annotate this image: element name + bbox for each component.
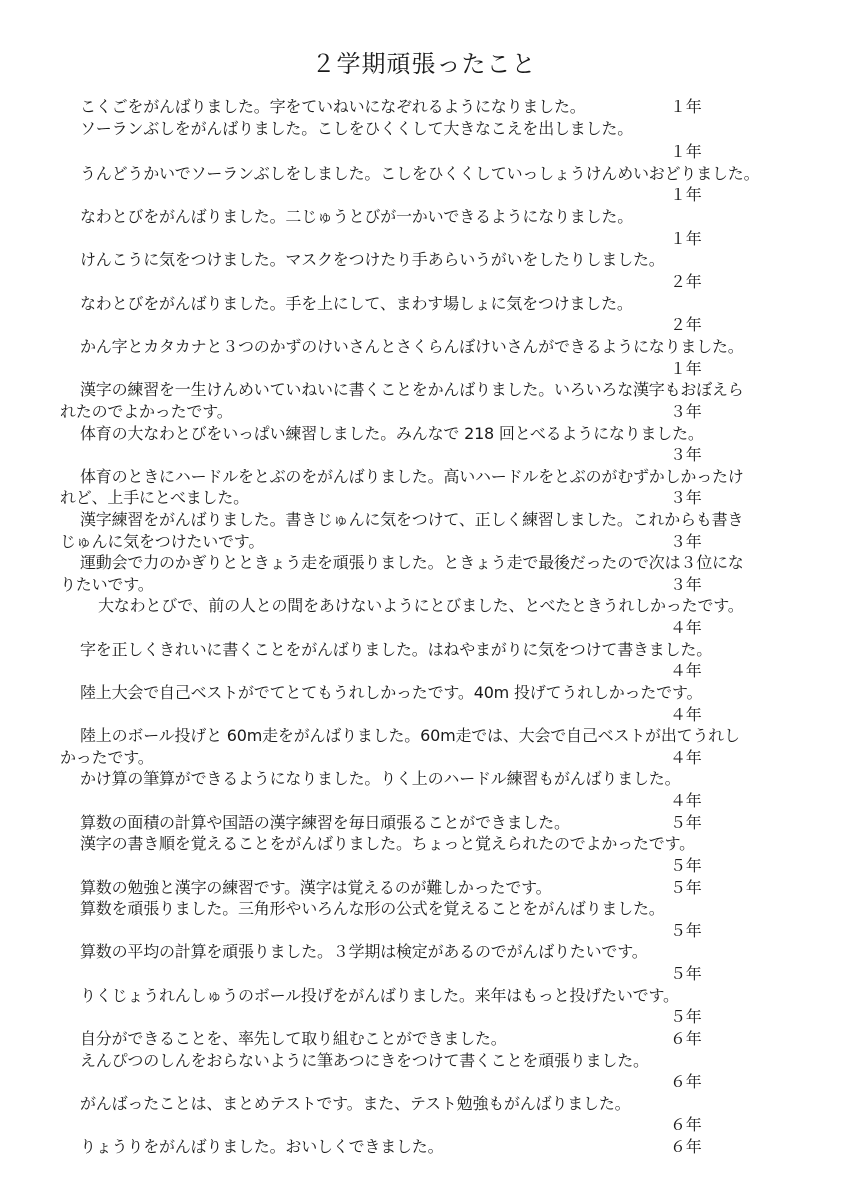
text-line: れど、上手にとべました。	[60, 488, 249, 507]
text-line: れたのでよかったです。	[60, 402, 233, 421]
text-line: うんどうかいでソーランぶしをしました。こしをひくくしていっしょうけんめいおどりました。	[80, 164, 760, 183]
text-line: りたいです。	[60, 575, 154, 594]
text-line: 体育のときにハードルをとぶのをがんばりました。高いハードルをとぶのがむずかしかったけ	[80, 467, 744, 486]
grade-label: ５年	[670, 964, 702, 983]
text-line: 算数を頑張りました。三角形やいろんな形の公式を覚えることをがんばりました。	[80, 899, 665, 918]
grade-label: ５年	[670, 856, 702, 875]
text-line: がんばったことは、まとめテストです。また、テスト勉強もがんばりました。	[80, 1094, 631, 1113]
text-line: 漢字練習をがんばりました。書きじゅんに気をつけて、正しく練習しました。これからも書き	[80, 510, 744, 529]
text-line: かけ算の筆算ができるようになりました。りく上のハードル練習もがんばりました。	[80, 769, 681, 788]
text-line: りょうりをがんばりました。おいしくできました。	[80, 1137, 444, 1156]
grade-label: ３年	[670, 575, 702, 594]
grade-label: ５年	[670, 921, 702, 940]
text-line: 体育の大なわとびをいっぱい練習しました。みんなで 218 回とべるようになりました。	[80, 424, 704, 443]
text-line: 大なわとびで、前の人との間をあけないようにとびました、とべたときうれしかったです。	[98, 596, 744, 615]
text-line: 自分ができることを、率先して取り組むことができました。	[80, 1029, 507, 1048]
text-line: 算数の面積の計算や国語の漢字練習を毎日頑張ることができました。	[80, 813, 570, 832]
text-line: じゅんに気をつけたいです。	[60, 532, 265, 551]
grade-label: １年	[670, 229, 702, 248]
grade-label: ２年	[670, 272, 702, 291]
grade-label: ５年	[670, 813, 702, 832]
grade-label: ４年	[670, 661, 702, 680]
grade-label: １年	[670, 359, 702, 378]
text-line: 算数の平均の計算を頑張りました。３学期は検定があるのでがんばりたいです。	[80, 942, 648, 961]
grade-label: ３年	[670, 532, 702, 551]
text-line: えんぴつのしんをおらないように筆あつにきをつけて書くことを頑張りました。	[80, 1051, 649, 1070]
text-line: なわとびをがんばりました。手を上にして、まわす場しょに気をつけました。	[80, 294, 633, 313]
grade-label: １年	[670, 97, 702, 116]
grade-label: ５年	[670, 878, 702, 897]
grade-label: ６年	[670, 1029, 702, 1048]
text-line: 漢字の練習を一生けんめいていねいに書くことをかんばりました。いろいろな漢字もおぼえら	[80, 380, 744, 399]
text-line: 陸上のボール投げと 60m走をがんばりました。60m走では、大会で自己ベストが出てうれし	[80, 726, 740, 745]
grade-label: ６年	[670, 1115, 702, 1134]
text-line: 算数の勉強と漢字の練習です。漢字は覚えるのが難しかったです。	[80, 878, 552, 897]
text-line: けんこうに気をつけました。マスクをつけたり手あらいうがいをしたりしました。	[80, 250, 665, 269]
grade-label: ４年	[670, 748, 702, 767]
text-line: 字を正しくきれいに書くことをがんばりました。はねやまがりに気をつけて書きました。	[80, 640, 713, 659]
text-line: かったです。	[60, 748, 154, 767]
grade-label: ３年	[670, 445, 702, 464]
text-line: ソーランぶしをがんばりました。こしをひくくして大きなこえを出しました。	[80, 119, 634, 138]
grade-label: ６年	[670, 1072, 702, 1091]
grade-label: ４年	[670, 791, 702, 810]
text-line: 運動会で力のかぎりとときょう走を頑張りました。ときょう走で最後だったので次は３位にな	[80, 553, 744, 572]
page-title: ２学期頑張ったこと	[311, 50, 537, 78]
text-line: こくごをがんばりました。字をていねいになぞれるようになりました。	[80, 97, 586, 116]
grade-label: １年	[670, 185, 702, 204]
text-line: なわとびをがんばりました。二じゅうとびが一かいできるようになりました。	[80, 207, 634, 226]
text-line: かん字とカタカナと３つのかずのけいさんとさくらんぼけいさんができるようになりました。	[80, 337, 744, 356]
grade-label: １年	[670, 142, 702, 161]
grade-label: ４年	[670, 705, 702, 724]
text-line: 漢字の書き順を覚えることをがんばりました。ちょっと覚えられたのでよかったです。	[80, 834, 695, 853]
grade-label: ３年	[670, 488, 702, 507]
text-line: 陸上大会で自己ベストがでてとてもうれしかったです。40m 投げてうれしかったです。	[80, 683, 703, 702]
grade-label: ５年	[670, 1007, 702, 1026]
grade-label: ２年	[670, 315, 702, 334]
text-line: りくじょうれんしゅうのボール投げをがんばりました。来年はもっと投げたいです。	[80, 986, 679, 1005]
grade-label: ６年	[670, 1137, 702, 1156]
grade-label: ４年	[670, 618, 702, 637]
grade-label: ３年	[670, 402, 702, 421]
